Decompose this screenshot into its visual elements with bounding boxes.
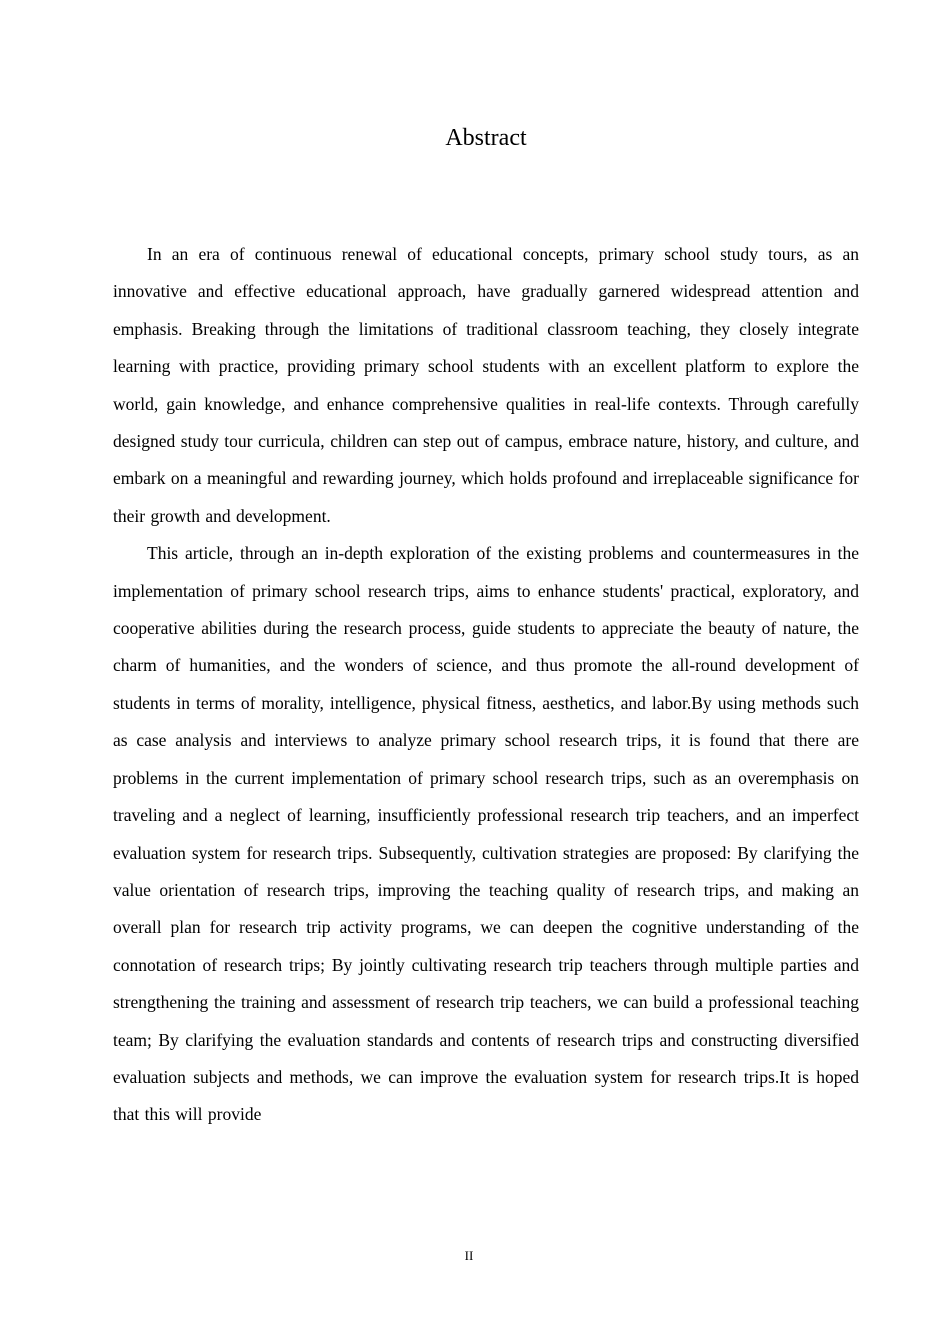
paragraph: This article, through an in-depth exploration of the existing problems and countermeasures in the implementation of primary school research trips, aims to enhance students' practical, exploratory, and cooperative abilities during the research process, guide students to appreciate the beauty of nature, the charm of humanities, and the wonders of science, and thus promote the all-round development of students in terms of morality, intelligence, physical fitness, aesthetics, and labor.By using methods such as case analysis and interviews to analyze primary school research trips, it is found that there are problems in the current implementation of primary school research trips, such as an overemphasis on traveling and a neglect of learning, insufficiently professional research trip teachers, and an imperfect evaluation system for research trips. Subsequently, cultivation strategies are proposed: By clarifying the value orientation of research trips, improving the teaching quality of research trips, and making an overall plan for research trip activity programs, we can deepen the cognitive understanding of the connotation of research trips; By jointly cultivating research trip teachers through multiple parties and strengthening the training and assessment of research trip teachers, we can build a professional teaching team; By clarifying the evaluation standards and contents of research trips and constructing diversified evaluation subjects and methods, we can improve the evaluation system for research trips.It is hoped that this will provide	[113, 543, 859, 1125]
abstract-body	[113, 236, 859, 1134]
page-number: II	[464, 1248, 474, 1263]
paragraph: In an era of continuous renewal of educational concepts, primary school study tours, as an innovative and effective educational approach, have gradually garnered widespread attention and emphasis. Breaking through the limitations of traditional classroom teaching, they closely integrate learning with practice, providing primary school students with an excellent platform to explore the world, gain knowledge, and enhance comprehensive qualities in real-life contexts. Through carefully designed study tour curricula, children can step out of campus, embrace nature, history, and culture, and embark on a meaningful and rewarding journey, which holds profound and irreplaceable significance for their growth and development.	[113, 244, 859, 526]
page-title: Abstract	[445, 125, 527, 151]
